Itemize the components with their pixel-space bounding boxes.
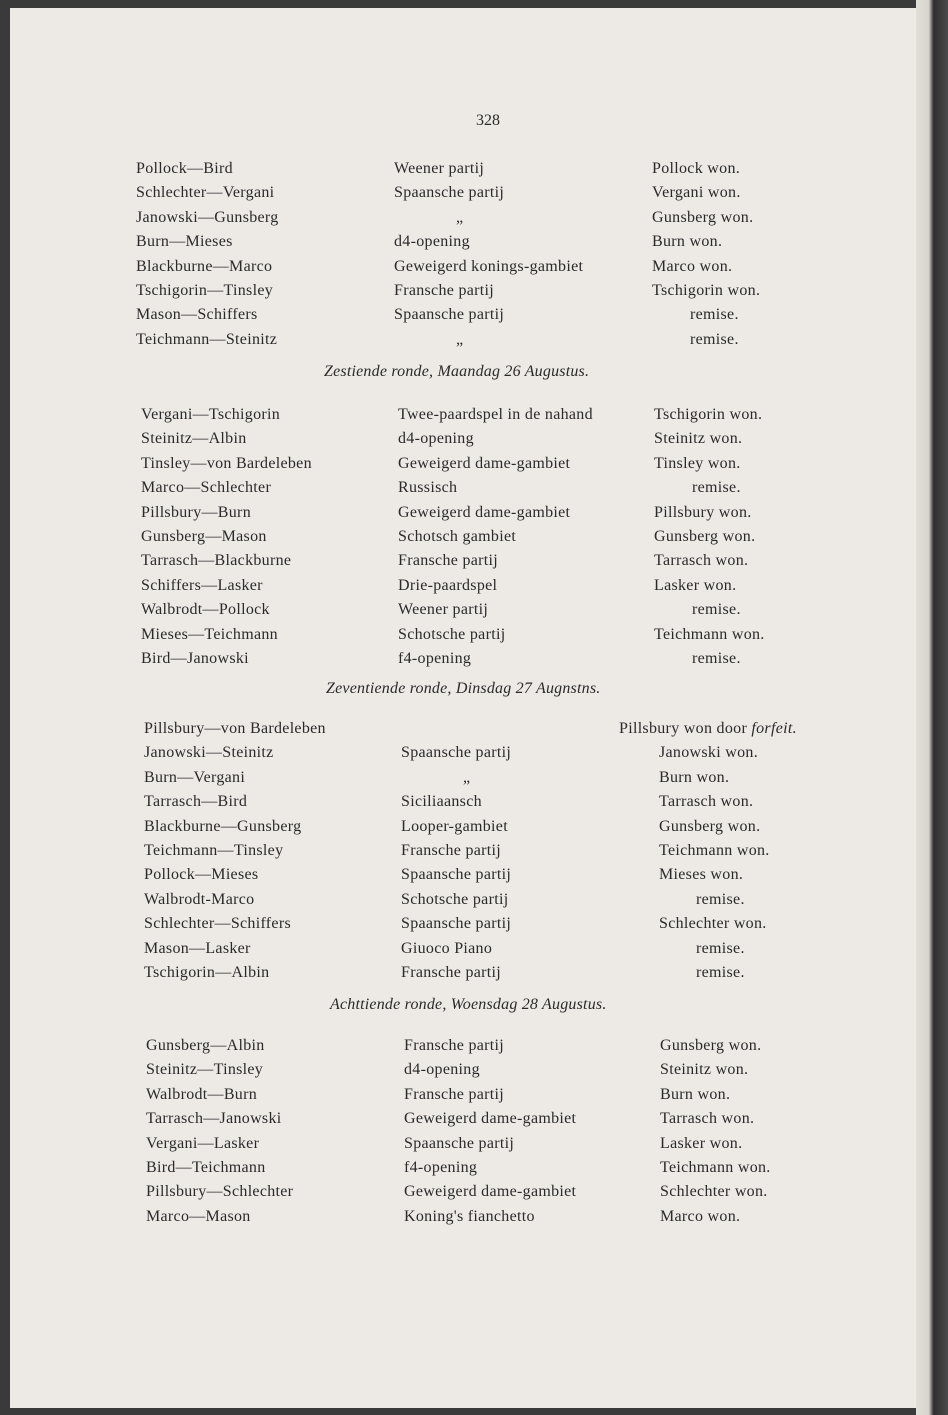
- players: Tschigorin—Albin: [144, 964, 270, 981]
- result-text: remise.: [692, 650, 741, 667]
- opening: Spaansche partij: [401, 744, 512, 762]
- game-row: [10, 1037, 916, 1061]
- opening: Twee-paardspel in de nahand: [398, 406, 593, 423]
- game-row: [10, 552, 916, 576]
- result: [652, 209, 753, 227]
- players: Tarrasch—Janowski: [146, 1110, 282, 1128]
- result-text: remise.: [696, 890, 745, 908]
- game-row: [10, 940, 916, 964]
- game-row: [10, 601, 916, 625]
- opening: Drie-paardspel: [398, 576, 498, 594]
- result: [659, 818, 760, 836]
- result-text: Vergani won.: [652, 184, 741, 202]
- players: Vergani—Tschigorin: [141, 406, 281, 423]
- opening: Schotsch gambiet: [398, 528, 517, 545]
- players: Pillsbury—Schlechter: [146, 1183, 294, 1201]
- result: [659, 744, 758, 762]
- result: [660, 1183, 768, 1201]
- game-row: [10, 504, 916, 528]
- result: [692, 601, 741, 619]
- result: [660, 1159, 771, 1177]
- result: [654, 577, 736, 595]
- book-page: [10, 8, 916, 1408]
- result: [654, 504, 752, 522]
- game-row: [10, 769, 916, 793]
- players: Mason—Schiffers: [136, 306, 258, 324]
- opening: f4-opening: [404, 1159, 478, 1176]
- opening: f4-opening: [398, 650, 472, 667]
- result: [660, 1086, 730, 1104]
- game-row: [10, 744, 916, 768]
- result-text: Tarrasch won.: [654, 552, 749, 570]
- opening: Fransche partij: [394, 282, 495, 299]
- result-text: remise.: [690, 330, 739, 348]
- result: [659, 769, 729, 787]
- opening: Giuoco Piano: [401, 939, 493, 957]
- game-row: [10, 184, 916, 208]
- result-text: Burn won.: [652, 233, 723, 251]
- result-text: remise.: [696, 939, 745, 957]
- opening: Geweigerd dame-gambiet: [398, 454, 571, 472]
- opening: Weener partij: [398, 601, 489, 619]
- opening: d4-opening: [394, 233, 470, 251]
- game-row: [10, 406, 916, 430]
- opening: Geweigerd dame-gambiet: [398, 503, 571, 521]
- result: [692, 650, 741, 668]
- result-text: Teichmann won.: [659, 842, 770, 859]
- opening: d4-opening: [398, 430, 474, 448]
- result: [654, 626, 765, 644]
- result: [660, 1135, 742, 1153]
- players: Teichmann—Tinsley: [144, 842, 284, 859]
- result-text: Burn won.: [659, 768, 730, 786]
- players: Pillsbury—Burn: [141, 503, 251, 521]
- result: [659, 866, 743, 884]
- result: [660, 1208, 740, 1226]
- game-row: [10, 720, 916, 744]
- players: Pollock—Bird: [136, 160, 233, 177]
- game-row: [10, 479, 916, 503]
- game-row: [10, 430, 916, 454]
- result-text: Tinsley won.: [654, 454, 741, 472]
- game-row: [10, 1159, 916, 1183]
- game-row: [10, 842, 916, 866]
- result: [654, 406, 762, 424]
- players: Vergani—Lasker: [146, 1134, 260, 1152]
- result-text: Tschigorin won.: [654, 406, 763, 423]
- opening: Schotsche partij: [398, 625, 506, 643]
- game-row: [10, 1061, 916, 1085]
- players: Mieses—Teichmann: [141, 625, 278, 643]
- opening: Looper-gambiet: [401, 817, 508, 835]
- result: [690, 306, 739, 324]
- result: [654, 552, 748, 570]
- players: Mason—Lasker: [144, 939, 251, 957]
- result: [652, 258, 732, 276]
- result-text: Mieses won.: [659, 866, 744, 884]
- opening: „: [463, 768, 471, 786]
- players: Bird—Teichmann: [146, 1159, 266, 1176]
- opening: Fransche partij: [404, 1037, 505, 1054]
- opening: Fransche partij: [404, 1085, 505, 1103]
- result-text: Janowski won.: [659, 744, 759, 762]
- opening: Siciliaansch: [401, 793, 482, 811]
- players: Burn—Mieses: [136, 233, 233, 251]
- result-text: Teichmann won.: [654, 625, 765, 643]
- result-text: Teichmann won.: [660, 1159, 771, 1176]
- game-row: [10, 818, 916, 842]
- players: Pollock—Mieses: [144, 866, 259, 884]
- game-row: [10, 233, 916, 257]
- players: Steinitz—Tinsley: [146, 1061, 264, 1079]
- opening: Spaansche partij: [394, 306, 505, 324]
- opening: Spaansche partij: [401, 866, 512, 884]
- game-row: [10, 891, 916, 915]
- opening: Fransche partij: [401, 964, 502, 981]
- opening: Russisch: [398, 479, 458, 497]
- opening: d4-opening: [404, 1061, 480, 1079]
- result-text: Tarrasch won.: [660, 1110, 755, 1128]
- game-row: [10, 964, 916, 988]
- result-text: Pollock won.: [652, 160, 741, 177]
- game-row: [10, 209, 916, 233]
- result: [696, 891, 745, 909]
- game-row: [10, 331, 916, 355]
- opening: „: [456, 330, 464, 348]
- game-row: [10, 1135, 916, 1159]
- page-number: 328: [476, 112, 500, 129]
- players: Tschigorin—Tinsley: [136, 282, 274, 299]
- opening: Geweigerd dame-gambiet: [404, 1110, 577, 1128]
- players: Blackburne—Marco: [136, 257, 273, 275]
- result: [652, 184, 741, 202]
- round-heading: Achttiende ronde, Woensdag 28 Augustus.: [330, 996, 607, 1013]
- result-text: Schlechter won.: [660, 1183, 768, 1201]
- result: [660, 1110, 754, 1128]
- result: [652, 233, 722, 251]
- players: Tinsley—von Bardeleben: [141, 454, 312, 472]
- result: [692, 479, 741, 497]
- game-row: [10, 577, 916, 601]
- players: Gunsberg—Mason: [141, 528, 267, 545]
- players: Steinitz—Albin: [141, 430, 247, 448]
- players: Tarrasch—Bird: [144, 793, 248, 811]
- result: [660, 1061, 748, 1079]
- opening: Schotsche partij: [401, 890, 509, 908]
- result-text: Pillsbury won.: [654, 503, 752, 521]
- game-row: [10, 160, 916, 184]
- game-row: [10, 650, 916, 674]
- game-row: [10, 1183, 916, 1207]
- result: [659, 915, 767, 933]
- players: Marco—Schlechter: [141, 479, 272, 497]
- result-text: Marco won.: [652, 257, 733, 275]
- players: Schlechter—Vergani: [136, 184, 275, 202]
- book-spine: [916, 0, 948, 1415]
- result-text: remise.: [690, 306, 739, 324]
- result-text: Gunsberg won.: [660, 1037, 762, 1054]
- opening: Geweigerd konings-gambiet: [394, 257, 584, 275]
- game-row: [10, 626, 916, 650]
- result-text: Schlechter won.: [659, 915, 767, 933]
- result: [690, 331, 739, 349]
- result-text: remise.: [692, 479, 741, 497]
- result-text: Steinitz won.: [654, 430, 743, 448]
- result: [654, 455, 741, 473]
- result-text: Burn won.: [660, 1085, 731, 1103]
- result-text: Gunsberg won.: [659, 817, 761, 835]
- result-text: Tarrasch won.: [659, 793, 754, 811]
- result-text: Steinitz won.: [660, 1061, 749, 1079]
- result: [659, 793, 753, 811]
- opening: Fransche partij: [401, 842, 502, 859]
- round-heading: Zeventiende ronde, Dinsdag 27 Augnstns.: [326, 680, 601, 697]
- opening: „: [456, 208, 464, 226]
- players: Walbrodt-Marco: [144, 890, 255, 908]
- result: [654, 430, 742, 448]
- players: Burn—Vergani: [144, 768, 246, 786]
- opening: Koning's fianchetto: [404, 1207, 535, 1225]
- result-text: Lasker won.: [660, 1134, 743, 1152]
- game-row: [10, 793, 916, 817]
- players: Walbrodt—Pollock: [141, 601, 270, 619]
- result-text: Lasker won.: [654, 576, 737, 594]
- players: Teichmann—Steinitz: [136, 330, 278, 348]
- result: [659, 842, 770, 860]
- game-row: [10, 866, 916, 890]
- opening: Fransche partij: [398, 552, 499, 570]
- game-row: [10, 1086, 916, 1110]
- game-row: [10, 306, 916, 330]
- result: [654, 528, 755, 546]
- game-row: [10, 915, 916, 939]
- result: [660, 1037, 761, 1055]
- result-text: Pillsbury won door: [619, 720, 748, 737]
- round-heading: Zestiende ronde, Maandag 26 Augustus.: [324, 363, 590, 380]
- players: Tarrasch—Blackburne: [141, 552, 292, 570]
- opening: Spaansche partij: [401, 915, 512, 933]
- result-text: Tschigorin won.: [652, 282, 761, 299]
- result: [696, 940, 745, 958]
- result: [652, 160, 740, 178]
- result-text: remise.: [692, 601, 741, 619]
- opening: Weener partij: [394, 160, 485, 177]
- result: [696, 964, 745, 982]
- result-text: Marco won.: [660, 1207, 741, 1225]
- players: Janowski—Gunsberg: [136, 208, 279, 226]
- players: Schlechter—Schiffers: [144, 915, 291, 933]
- players: Janowski—Steinitz: [144, 744, 274, 762]
- players: Marco—Mason: [146, 1207, 251, 1225]
- result-text: Gunsberg won.: [652, 208, 754, 226]
- game-row: [10, 1110, 916, 1134]
- game-row: [10, 455, 916, 479]
- opening: Geweigerd dame-gambiet: [404, 1183, 577, 1201]
- game-row: [10, 528, 916, 552]
- players: Pillsbury—von Bardeleben: [144, 720, 326, 737]
- players: Gunsberg—Albin: [146, 1037, 265, 1054]
- game-row: [10, 282, 916, 306]
- result-text: remise.: [696, 964, 745, 981]
- opening: Spaansche partij: [394, 184, 505, 202]
- opening: Spaansche partij: [404, 1134, 515, 1152]
- result-text: Gunsberg won.: [654, 528, 756, 545]
- players: Bird—Janowski: [141, 650, 249, 667]
- game-row: [10, 258, 916, 282]
- players: Walbrodt—Burn: [146, 1085, 258, 1103]
- players: Schiffers—Lasker: [141, 576, 263, 594]
- result: [619, 720, 797, 738]
- result: [652, 282, 760, 300]
- players: Blackburne—Gunsberg: [144, 817, 302, 835]
- result-italic: forfeit.: [747, 720, 797, 737]
- game-row: [10, 1208, 916, 1232]
